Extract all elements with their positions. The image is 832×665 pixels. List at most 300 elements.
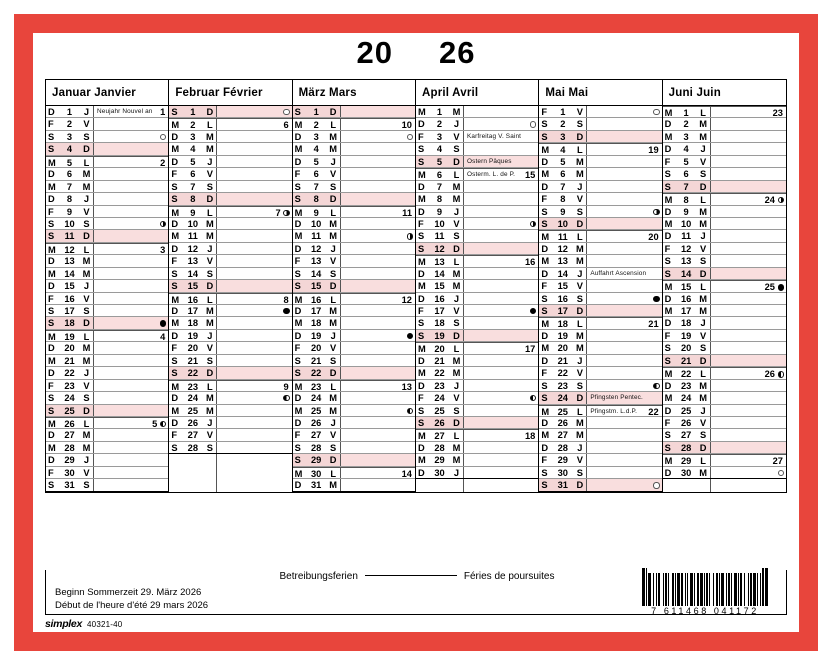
day-note-cell[interactable] — [94, 143, 168, 154]
day-row[interactable] — [663, 206, 786, 218]
day-row[interactable] — [539, 355, 661, 367]
day-note-cell[interactable] — [94, 418, 168, 428]
day-note-cell[interactable] — [217, 193, 291, 204]
day-note-cell[interactable] — [464, 118, 538, 129]
day-note-cell[interactable] — [464, 156, 538, 167]
day-note-cell[interactable] — [464, 280, 538, 291]
day-note-cell[interactable] — [217, 207, 291, 217]
day-note-cell[interactable] — [464, 256, 538, 266]
day-note-cell[interactable] — [94, 268, 168, 279]
day-note-cell[interactable] — [711, 194, 786, 204]
day-row[interactable] — [416, 442, 538, 454]
day-note-cell[interactable] — [217, 429, 291, 440]
day-row[interactable] — [46, 392, 168, 404]
day-row[interactable] — [416, 168, 538, 180]
day-row[interactable] — [169, 243, 291, 255]
day-note-cell[interactable] — [341, 367, 415, 378]
day-note-cell[interactable] — [94, 380, 168, 391]
day-note-cell[interactable] — [341, 468, 415, 478]
day-note-cell[interactable] — [464, 355, 538, 366]
day-row[interactable] — [416, 106, 538, 118]
day-row[interactable] — [293, 330, 415, 342]
day-note-cell[interactable] — [587, 255, 661, 266]
day-note-cell[interactable] — [587, 330, 661, 341]
day-note-cell[interactable] — [94, 193, 168, 204]
day-note-cell[interactable] — [464, 131, 538, 142]
day-row[interactable] — [46, 479, 168, 491]
day-row[interactable] — [416, 143, 538, 155]
day-row[interactable] — [46, 429, 168, 441]
day-note-cell[interactable] — [94, 157, 168, 167]
day-row[interactable] — [539, 181, 661, 193]
day-note-cell[interactable] — [94, 230, 168, 241]
day-row[interactable] — [169, 230, 291, 242]
day-row[interactable] — [539, 206, 661, 218]
day-row[interactable] — [46, 317, 168, 329]
day-row[interactable] — [663, 131, 786, 143]
day-note-cell[interactable] — [711, 429, 786, 440]
day-note-cell[interactable] — [587, 156, 661, 167]
day-row[interactable] — [169, 355, 291, 367]
day-row[interactable] — [46, 380, 168, 392]
day-note-cell[interactable] — [217, 230, 291, 241]
day-note-cell[interactable] — [464, 430, 538, 440]
day-row[interactable] — [663, 293, 786, 305]
day-note-cell[interactable] — [587, 429, 661, 440]
day-row[interactable] — [169, 367, 291, 379]
day-row[interactable] — [416, 218, 538, 230]
day-row[interactable] — [539, 118, 661, 130]
day-row[interactable] — [416, 417, 538, 429]
day-row[interactable] — [46, 206, 168, 218]
day-note-cell[interactable] — [341, 230, 415, 241]
day-row[interactable] — [169, 380, 291, 392]
day-note-cell[interactable] — [587, 118, 661, 129]
day-row[interactable] — [46, 168, 168, 180]
day-row[interactable] — [293, 380, 415, 392]
day-note-cell[interactable] — [341, 268, 415, 279]
day-note-cell[interactable] — [94, 106, 168, 117]
day-row[interactable] — [169, 330, 291, 342]
day-note-cell[interactable] — [464, 305, 538, 316]
day-note-cell[interactable] — [587, 380, 661, 391]
day-note-cell[interactable] — [711, 380, 786, 391]
day-note-cell[interactable] — [464, 218, 538, 229]
day-row[interactable] — [539, 380, 661, 392]
day-row[interactable] — [169, 392, 291, 404]
day-note-cell[interactable] — [587, 342, 661, 353]
day-note-cell[interactable] — [94, 429, 168, 440]
day-row[interactable] — [169, 181, 291, 193]
day-note-cell[interactable] — [587, 392, 661, 403]
day-note-cell[interactable] — [464, 392, 538, 403]
day-row[interactable] — [663, 467, 786, 479]
day-row[interactable] — [46, 255, 168, 267]
day-row[interactable] — [293, 206, 415, 218]
day-row[interactable] — [169, 156, 291, 168]
day-note-cell[interactable] — [711, 156, 786, 167]
day-note-cell[interactable] — [711, 392, 786, 403]
day-row[interactable] — [663, 280, 786, 292]
day-row[interactable] — [663, 429, 786, 441]
day-row[interactable] — [169, 268, 291, 280]
day-row[interactable] — [539, 106, 661, 118]
day-row[interactable] — [539, 429, 661, 441]
day-row[interactable] — [293, 143, 415, 155]
day-note-cell[interactable] — [94, 442, 168, 453]
day-row[interactable] — [663, 255, 786, 267]
day-row[interactable] — [539, 317, 661, 329]
day-row[interactable] — [663, 143, 786, 155]
day-note-cell[interactable] — [94, 131, 168, 142]
day-note-cell[interactable] — [94, 342, 168, 353]
day-note-cell[interactable] — [464, 454, 538, 465]
day-row[interactable] — [46, 106, 168, 118]
day-note-cell[interactable] — [587, 406, 661, 416]
day-row[interactable] — [46, 143, 168, 155]
day-row[interactable] — [293, 392, 415, 404]
day-note-cell[interactable] — [464, 169, 538, 179]
day-note-cell[interactable] — [341, 294, 415, 304]
day-note-cell[interactable] — [341, 381, 415, 391]
day-note-cell[interactable] — [217, 392, 291, 403]
day-note-cell[interactable] — [711, 368, 786, 378]
day-row[interactable] — [539, 392, 661, 404]
day-row[interactable] — [539, 367, 661, 379]
day-note-cell[interactable] — [94, 218, 168, 229]
day-note-cell[interactable] — [217, 442, 291, 453]
day-note-cell[interactable] — [711, 107, 786, 117]
day-row[interactable] — [46, 280, 168, 292]
day-row[interactable] — [416, 243, 538, 255]
day-note-cell[interactable] — [711, 317, 786, 328]
day-note-cell[interactable] — [217, 218, 291, 229]
day-row[interactable] — [169, 118, 291, 130]
day-note-cell[interactable] — [464, 268, 538, 279]
day-row[interactable] — [416, 392, 538, 404]
day-row[interactable] — [293, 131, 415, 143]
day-row[interactable] — [539, 218, 661, 230]
day-note-cell[interactable] — [464, 106, 538, 117]
day-row[interactable] — [663, 106, 786, 118]
day-note-cell[interactable] — [711, 218, 786, 229]
day-note-cell[interactable] — [711, 405, 786, 416]
day-note-cell[interactable] — [587, 454, 661, 465]
day-row[interactable] — [663, 268, 786, 280]
day-row[interactable] — [539, 243, 661, 255]
day-note-cell[interactable] — [587, 293, 661, 304]
day-note-cell[interactable] — [217, 255, 291, 266]
day-row[interactable] — [46, 417, 168, 429]
day-row[interactable] — [46, 243, 168, 255]
day-row[interactable] — [293, 230, 415, 242]
day-note-cell[interactable] — [217, 106, 291, 117]
day-note-cell[interactable] — [217, 330, 291, 341]
day-row[interactable] — [416, 293, 538, 305]
day-note-cell[interactable] — [217, 119, 291, 129]
day-row[interactable] — [663, 380, 786, 392]
day-row[interactable] — [293, 355, 415, 367]
day-note-cell[interactable] — [341, 243, 415, 254]
day-row[interactable] — [539, 143, 661, 155]
day-row[interactable] — [46, 156, 168, 168]
day-row[interactable] — [293, 168, 415, 180]
day-note-cell[interactable] — [341, 479, 415, 490]
day-note-cell[interactable] — [341, 317, 415, 328]
day-note-cell[interactable] — [94, 255, 168, 266]
day-note-cell[interactable] — [341, 392, 415, 403]
day-note-cell[interactable] — [94, 454, 168, 465]
day-row[interactable] — [416, 181, 538, 193]
day-row[interactable] — [169, 193, 291, 205]
day-note-cell[interactable] — [587, 168, 661, 179]
day-row[interactable] — [293, 181, 415, 193]
day-note-cell[interactable] — [94, 405, 168, 416]
day-row[interactable] — [293, 255, 415, 267]
day-row[interactable] — [663, 342, 786, 354]
day-row[interactable] — [539, 230, 661, 242]
day-row[interactable] — [46, 355, 168, 367]
day-row[interactable] — [539, 280, 661, 292]
day-note-cell[interactable] — [217, 417, 291, 428]
day-row[interactable] — [46, 293, 168, 305]
day-note-cell[interactable] — [587, 243, 661, 254]
day-row[interactable] — [169, 305, 291, 317]
day-note-cell[interactable] — [94, 479, 168, 490]
day-row[interactable] — [46, 131, 168, 143]
day-row[interactable] — [539, 479, 661, 491]
day-row[interactable] — [169, 280, 291, 292]
day-row[interactable] — [416, 193, 538, 205]
day-note-cell[interactable] — [587, 131, 661, 142]
day-note-cell[interactable] — [217, 268, 291, 279]
day-row[interactable] — [539, 417, 661, 429]
day-note-cell[interactable] — [217, 405, 291, 416]
day-note-cell[interactable] — [341, 454, 415, 465]
day-note-cell[interactable] — [711, 143, 786, 154]
day-note-cell[interactable] — [94, 331, 168, 341]
day-note-cell[interactable] — [464, 417, 538, 428]
day-row[interactable] — [539, 330, 661, 342]
day-row[interactable] — [46, 405, 168, 417]
day-note-cell[interactable] — [464, 330, 538, 341]
day-note-cell[interactable] — [587, 355, 661, 366]
day-note-cell[interactable] — [711, 268, 786, 279]
day-note-cell[interactable] — [464, 442, 538, 453]
day-note-cell[interactable] — [341, 330, 415, 341]
day-note-cell[interactable] — [711, 442, 786, 453]
day-row[interactable] — [293, 243, 415, 255]
day-note-cell[interactable] — [711, 342, 786, 353]
day-note-cell[interactable] — [94, 392, 168, 403]
day-note-cell[interactable] — [341, 193, 415, 204]
day-note-cell[interactable] — [464, 193, 538, 204]
day-row[interactable] — [539, 342, 661, 354]
day-row[interactable] — [416, 405, 538, 417]
day-note-cell[interactable] — [341, 305, 415, 316]
day-note-cell[interactable] — [217, 381, 291, 391]
day-row[interactable] — [293, 367, 415, 379]
day-note-cell[interactable] — [94, 367, 168, 378]
day-row[interactable] — [663, 392, 786, 404]
day-row[interactable] — [46, 342, 168, 354]
day-note-cell[interactable] — [587, 193, 661, 204]
day-note-cell[interactable] — [464, 293, 538, 304]
day-row[interactable] — [293, 342, 415, 354]
day-row[interactable] — [539, 405, 661, 417]
day-note-cell[interactable] — [217, 243, 291, 254]
day-row[interactable] — [539, 454, 661, 466]
day-row[interactable] — [416, 429, 538, 441]
day-row[interactable] — [416, 268, 538, 280]
day-note-cell[interactable] — [587, 280, 661, 291]
day-row[interactable] — [293, 405, 415, 417]
day-row[interactable] — [169, 131, 291, 143]
day-row[interactable] — [169, 342, 291, 354]
day-row[interactable] — [663, 442, 786, 454]
day-row[interactable] — [663, 355, 786, 367]
day-note-cell[interactable] — [587, 268, 661, 279]
day-row[interactable] — [293, 305, 415, 317]
day-row[interactable] — [539, 467, 661, 479]
day-row[interactable] — [46, 118, 168, 130]
day-note-cell[interactable] — [464, 143, 538, 154]
day-note-cell[interactable] — [341, 143, 415, 154]
day-row[interactable] — [416, 467, 538, 479]
day-note-cell[interactable] — [341, 181, 415, 192]
day-row[interactable] — [416, 255, 538, 267]
day-row[interactable] — [169, 106, 291, 118]
day-note-cell[interactable] — [94, 244, 168, 254]
day-note-cell[interactable] — [341, 355, 415, 366]
day-note-cell[interactable] — [217, 342, 291, 353]
day-row[interactable] — [663, 243, 786, 255]
day-note-cell[interactable] — [464, 367, 538, 378]
day-note-cell[interactable] — [217, 367, 291, 378]
day-note-cell[interactable] — [341, 405, 415, 416]
day-row[interactable] — [539, 156, 661, 168]
day-row[interactable] — [416, 305, 538, 317]
day-row[interactable] — [539, 168, 661, 180]
day-row[interactable] — [293, 193, 415, 205]
day-note-cell[interactable] — [341, 429, 415, 440]
day-row[interactable] — [663, 417, 786, 429]
day-note-cell[interactable] — [711, 168, 786, 179]
day-row[interactable] — [46, 442, 168, 454]
day-note-cell[interactable] — [587, 144, 661, 154]
day-row[interactable] — [539, 442, 661, 454]
day-note-cell[interactable] — [711, 467, 786, 478]
day-row[interactable] — [169, 405, 291, 417]
day-row[interactable] — [46, 305, 168, 317]
day-row[interactable] — [46, 268, 168, 280]
day-note-cell[interactable] — [587, 479, 661, 490]
day-note-cell[interactable] — [711, 293, 786, 304]
day-row[interactable] — [416, 367, 538, 379]
day-note-cell[interactable] — [587, 367, 661, 378]
day-row[interactable] — [539, 305, 661, 317]
day-row[interactable] — [663, 405, 786, 417]
day-row[interactable] — [293, 280, 415, 292]
day-note-cell[interactable] — [217, 143, 291, 154]
day-note-cell[interactable] — [217, 181, 291, 192]
day-note-cell[interactable] — [711, 181, 786, 192]
day-note-cell[interactable] — [587, 206, 661, 217]
day-row[interactable] — [416, 355, 538, 367]
day-row[interactable] — [169, 218, 291, 230]
day-note-cell[interactable] — [94, 317, 168, 328]
day-row[interactable] — [416, 380, 538, 392]
day-note-cell[interactable] — [587, 106, 661, 117]
day-note-cell[interactable] — [587, 218, 661, 229]
day-row[interactable] — [169, 255, 291, 267]
day-note-cell[interactable] — [217, 294, 291, 304]
day-note-cell[interactable] — [587, 442, 661, 453]
day-note-cell[interactable] — [217, 156, 291, 167]
day-row[interactable] — [46, 218, 168, 230]
day-note-cell[interactable] — [711, 206, 786, 217]
day-row[interactable] — [293, 156, 415, 168]
day-note-cell[interactable] — [711, 281, 786, 291]
day-note-cell[interactable] — [341, 442, 415, 453]
day-row[interactable] — [169, 417, 291, 429]
day-note-cell[interactable] — [711, 255, 786, 266]
day-row[interactable] — [416, 317, 538, 329]
day-note-cell[interactable] — [711, 230, 786, 241]
day-row[interactable] — [169, 293, 291, 305]
day-note-cell[interactable] — [711, 455, 786, 465]
day-note-cell[interactable] — [217, 168, 291, 179]
day-row[interactable] — [293, 317, 415, 329]
day-row[interactable] — [663, 193, 786, 205]
day-note-cell[interactable] — [341, 131, 415, 142]
day-note-cell[interactable] — [711, 118, 786, 129]
day-note-cell[interactable] — [464, 343, 538, 353]
day-row[interactable] — [46, 330, 168, 342]
day-note-cell[interactable] — [587, 318, 661, 328]
day-note-cell[interactable] — [711, 330, 786, 341]
day-row[interactable] — [293, 429, 415, 441]
day-row[interactable] — [663, 118, 786, 130]
day-note-cell[interactable] — [94, 181, 168, 192]
day-row[interactable] — [663, 317, 786, 329]
day-row[interactable] — [293, 106, 415, 118]
day-note-cell[interactable] — [587, 181, 661, 192]
day-note-cell[interactable] — [94, 467, 168, 478]
day-note-cell[interactable] — [587, 305, 661, 316]
day-row[interactable] — [416, 206, 538, 218]
day-note-cell[interactable] — [341, 255, 415, 266]
day-row[interactable] — [663, 454, 786, 466]
day-row[interactable] — [169, 143, 291, 155]
day-note-cell[interactable] — [341, 207, 415, 217]
day-row[interactable] — [416, 280, 538, 292]
day-note-cell[interactable] — [94, 355, 168, 366]
day-note-cell[interactable] — [217, 131, 291, 142]
day-note-cell[interactable] — [711, 131, 786, 142]
day-note-cell[interactable] — [711, 243, 786, 254]
day-row[interactable] — [416, 342, 538, 354]
day-row[interactable] — [663, 218, 786, 230]
day-note-cell[interactable] — [464, 181, 538, 192]
day-note-cell[interactable] — [464, 230, 538, 241]
day-note-cell[interactable] — [464, 405, 538, 416]
day-row[interactable] — [539, 293, 661, 305]
day-row[interactable] — [293, 218, 415, 230]
day-row[interactable] — [416, 454, 538, 466]
day-note-cell[interactable] — [217, 355, 291, 366]
day-row[interactable] — [663, 156, 786, 168]
